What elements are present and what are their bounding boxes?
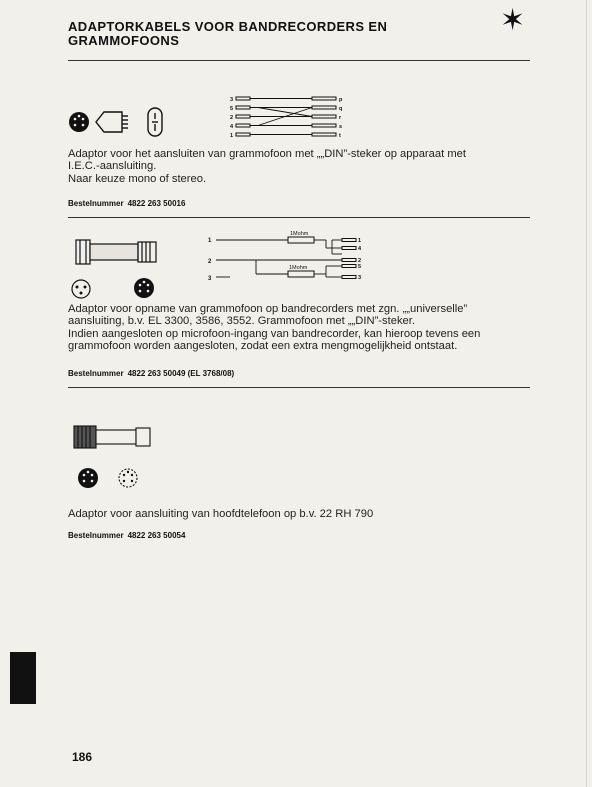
order-number: 4822 263 50049 (EL 3768/08) [127,369,235,378]
right-pin-terminals [342,239,356,279]
order-label: Bestelnummer [68,369,124,378]
resistors [288,237,314,277]
left-pin-terminals [236,97,250,136]
headphone-adaptor-icon [74,426,150,448]
title-line-2: GRAMMOFOONS [68,33,180,48]
left-pin-labels [230,97,234,139]
desc-line: Adaptor voor opname van grammofoon op bandrecorders met zgn. „„universelle” [68,303,468,315]
wires [250,99,312,135]
header-divider [68,60,530,61]
section2-wiring-diagram [200,228,370,288]
pin-label: t [339,133,341,139]
pin-label: 4 [230,124,234,130]
section1-divider [68,217,530,218]
universal-socket-icon [72,280,90,298]
desc-line: aansluiting, b.v. EL 3300, 3586, 3552. Grammofoon met „„DIN”-steker. [68,315,415,328]
pin-label: 3 [208,276,212,282]
section1-order-number [68,199,185,208]
desc-line: I.E.C.-aansluiting. [68,160,157,173]
section2-connector-icons [68,234,168,304]
order-number: 4822 263 50016 [127,199,186,208]
pin-label: 1 [230,133,234,139]
order-label: Bestelnummer [68,199,124,208]
resistor-label: 1Mohm [290,231,309,237]
pin-label: r [339,115,342,121]
pin-label: 3 [358,275,362,281]
section1-description [68,148,533,185]
desc-line: Adaptor voor aansluiting van hoofdtelefoon op b.v. 22 RH 790 [68,508,374,520]
right-pin-labels [358,238,362,281]
din-socket-icon [119,469,137,487]
iec-plug-side-icon [96,112,128,132]
desc-line: Adaptor voor het aansluiten van grammofoon met „„DIN”-steker op apparaat met [68,148,466,160]
din-plug-icon [134,278,154,298]
pin-label: q [339,106,343,112]
pin-label: s [339,124,343,130]
desc-line: Indien aangesloten op microfoon-ingang van bandrecorder, kan hieroop tevens een [68,327,481,340]
iec-socket-front-icon [148,108,162,136]
pin-label: 1 [208,238,212,244]
star-icon: ✶ [500,4,526,37]
order-number: 4822 263 50054 [127,531,186,540]
section2-divider [68,387,530,388]
wires [216,240,342,277]
pin-label: 5 [230,106,234,112]
desc-line: grammofoon worden aangesloten, zodat een extra mengmogelijkheid ontstaat. [68,340,458,353]
pin-label: 2 [208,259,212,265]
page-number: 186 [72,750,93,764]
resistor-label: 1Mohm [289,265,308,271]
pin-label: 4 [358,246,362,252]
right-pin-terminals [312,97,336,136]
section1-connector-icons [66,100,176,140]
left-pin-labels [208,238,212,282]
pin-label: p [339,97,343,103]
adaptor-cable-icon [76,240,156,264]
section3-description [68,508,533,520]
section2-order-number [68,369,234,378]
page-edge [586,0,587,787]
din-plug-icon [78,468,98,488]
pin-label: 5 [358,264,362,270]
pin-label: 2 [358,258,362,264]
pin-label: 3 [230,97,234,103]
section3-order-number [68,531,185,540]
din-plug-icon [69,112,89,132]
section3-connector-icons [70,420,160,495]
pin-label: 2 [230,115,234,121]
section2-description [68,303,533,353]
section1-wiring-diagram [224,92,354,142]
title-line-1: ADAPTORKABELS VOOR BANDRECORDERS EN [68,19,388,34]
order-label: Bestelnummer [68,531,124,540]
page-title [68,20,488,48]
right-pin-labels [339,97,343,139]
section-tab-marker [10,652,36,704]
pin-label: 1 [358,238,362,244]
desc-line: Naar keuze mono of stereo. [68,172,207,185]
